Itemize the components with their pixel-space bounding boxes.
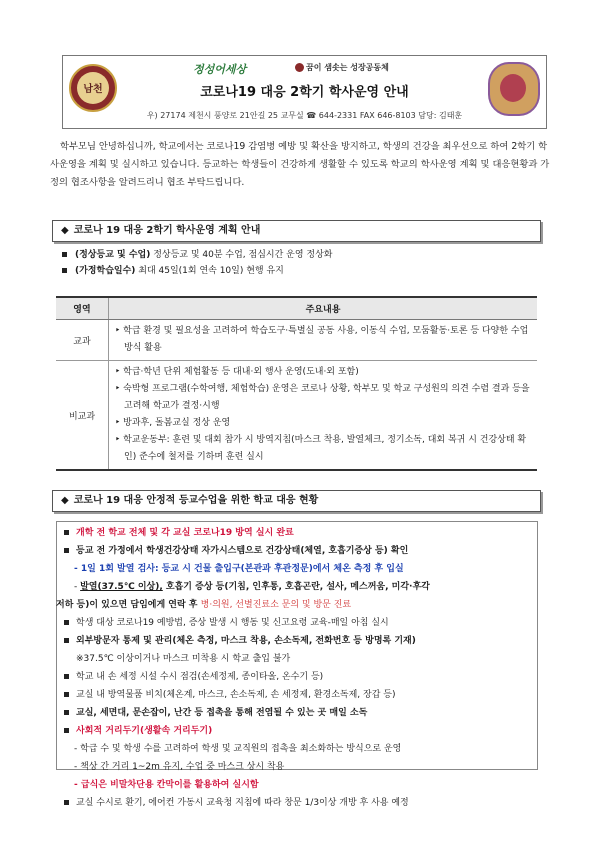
slogan-emblem-icon <box>295 63 304 72</box>
status-line: 등교 전 가정에서 학생건강상태 자가시스템으로 건강상태(체열, 호흡기증상 등) 확인 <box>62 542 408 560</box>
list-item: ‣ 학급·학년 단위 체험활동 등 대내·외 행사 운영(도내·외 포함) <box>115 367 359 377</box>
list-item: ‣ 학급 환경 및 필요성을 고려하여 학습도구·특별실 공동 사용, 이동식 수업, 모둠활동·토론 등 다양한 수업방식 활용 <box>115 326 529 353</box>
section1-heading: ◆ 코로나 19 대응 2학기 학사운영 계획 안내 <box>52 220 541 242</box>
square-bullet-icon <box>64 620 69 625</box>
document-title: 코로나19 대응 2학기 학사운영 안내 <box>200 85 409 100</box>
status-line: - 책상 간 거리 1~2m 유지, 수업 중 마스크 상시 착용 <box>74 762 285 772</box>
header-area: 영역 <box>56 297 109 320</box>
diamond-icon: ◆ <box>61 225 69 236</box>
status-line: 저하 등)이 있으면 담임에게 연락 후 병·의원, 선별진료소 문의 및 방문 진료 <box>56 600 352 610</box>
table-row <box>56 320 537 361</box>
status-line: 학교 내 손 세정 시설 수시 점검(손세정제, 종이타올, 온수기 등) <box>62 668 323 686</box>
status-line: 교실 수시로 환기, 에어컨 가동시 교육청 지침에 따라 창문 1/3이상 개방 후 사용 예정 <box>62 794 409 812</box>
status-line: - 학급 수 및 학생 수를 고려하여 학생 및 교직원의 접촉을 최소화하는 방식으로 운영 <box>74 744 402 754</box>
square-bullet-icon <box>64 638 69 643</box>
status-line: 개학 전 학교 전체 및 각 교실 코로나19 방역 실시 완료 <box>62 524 294 542</box>
diamond-icon: ◆ <box>61 495 69 506</box>
bullet-item: (정상등교 및 수업) 정상등교 및 40분 수업, 점심시간 운영 정상화 <box>56 247 536 263</box>
list-item: ‣ 방과후, 돌봄교실 정상 운영 <box>115 418 231 428</box>
letter-header <box>62 55 547 129</box>
status-line: 교실 내 방역물품 비치(체온계, 마스크, 손소독제, 손 세정제, 환경소독제, 장갑 등) <box>62 686 395 704</box>
list-item: ‣ 학교운동부: 훈련 및 대회 참가 시 방역지침(마스크 착용, 발열체크, 정기소독, 대회 복귀 시 건강상태 확인) 준수에 철저를 기하며 훈련 실시 <box>115 435 527 462</box>
square-bullet-icon <box>62 252 67 257</box>
status-line: 외부방문자 통제 및 관리(체온 측정, 마스크 착용, 손소독제, 전화번호 등 방명록 기재) <box>62 632 416 650</box>
status-line: - 급식은 비말차단용 칸막이를 활용하여 실시함 <box>74 780 259 790</box>
status-line: 교실, 세면대, 문손잡이, 난간 등 접촉을 통해 전염될 수 있는 곳 매일 소독 <box>62 704 367 722</box>
table-row <box>56 361 537 471</box>
status-line: - 발열(37.5℃ 이상), 호흡기 증상 등(기침, 인후통, 호흡곤란, 설사, 메스꺼움, 미각·후각 <box>74 582 430 592</box>
square-bullet-icon <box>64 800 69 805</box>
list-item: ‣ 숙박형 프로그램(수학여행, 체험학습) 운영은 코로나 상황, 학부모 및 학교 구성원의 의견 수렴 결과 등을 고려해 학교가 결정·시행 <box>115 384 530 411</box>
header-content: 주요내용 <box>109 297 538 320</box>
square-bullet-icon <box>62 268 67 273</box>
square-bullet-icon <box>64 530 69 535</box>
square-bullet-icon <box>64 674 69 679</box>
emblem-text: 남천 <box>83 84 103 95</box>
row-area: 교과 <box>56 320 109 361</box>
section2-heading: ◆ 코로나 19 대응 안정적 등교수업을 위한 학교 대응 현황 <box>52 490 541 512</box>
status-line: 학생 대상 코로나19 예방법, 증상 발생 시 행동 및 신고요령 교육-매일 아침 실시 <box>62 614 389 632</box>
section1-bullets <box>56 247 536 279</box>
slogan-right: 꿈이 샘솟는 성장공동체 <box>295 62 389 73</box>
row-area: 비교과 <box>56 361 109 471</box>
intro-paragraph: 학부모님 안녕하십니까, 학교에서는 코로나19 감염병 예방 및 확산을 방지하고, 학생의 건강을 최우선으로 하여 2학기 학사운영을 계획 및 실시하고 있습니다. 등교하는 학생들이 건강하게 생활할 수 있도록 학교의 학사운영 계획 및 대응현황과 가정의 협조사항을 알려드리니 협조 부탁드립니다. <box>50 141 550 188</box>
status-line: 사회적 거리두기(생활속 거리두기) <box>62 722 212 740</box>
table-header-row <box>56 297 537 320</box>
square-bullet-icon <box>64 548 69 553</box>
contact-line: 우) 27174 제천시 풍양로 21안길 25 교무실 ☎ 644-2331 FAX 646-8103 담당: 김태훈 <box>146 111 463 120</box>
bullet-item: (가정학습일수) 최대 45일(1회 연속 10일) 현행 유지 <box>56 263 536 279</box>
status-line: - 1일 1회 발열 검사: 등교 시 건물 출입구(본관과 후관정문)에서 체온 측정 후 입실 <box>74 564 404 574</box>
slogan-left: 정성어세상 <box>193 63 247 76</box>
square-bullet-icon <box>64 692 69 697</box>
status-line: ※37.5℃ 이상이거나 마스크 미착용 시 학교 출입 불가 <box>76 654 291 664</box>
plan-table <box>56 296 537 471</box>
square-bullet-icon <box>64 710 69 715</box>
school-emblem-right <box>488 62 540 116</box>
square-bullet-icon <box>64 728 69 733</box>
